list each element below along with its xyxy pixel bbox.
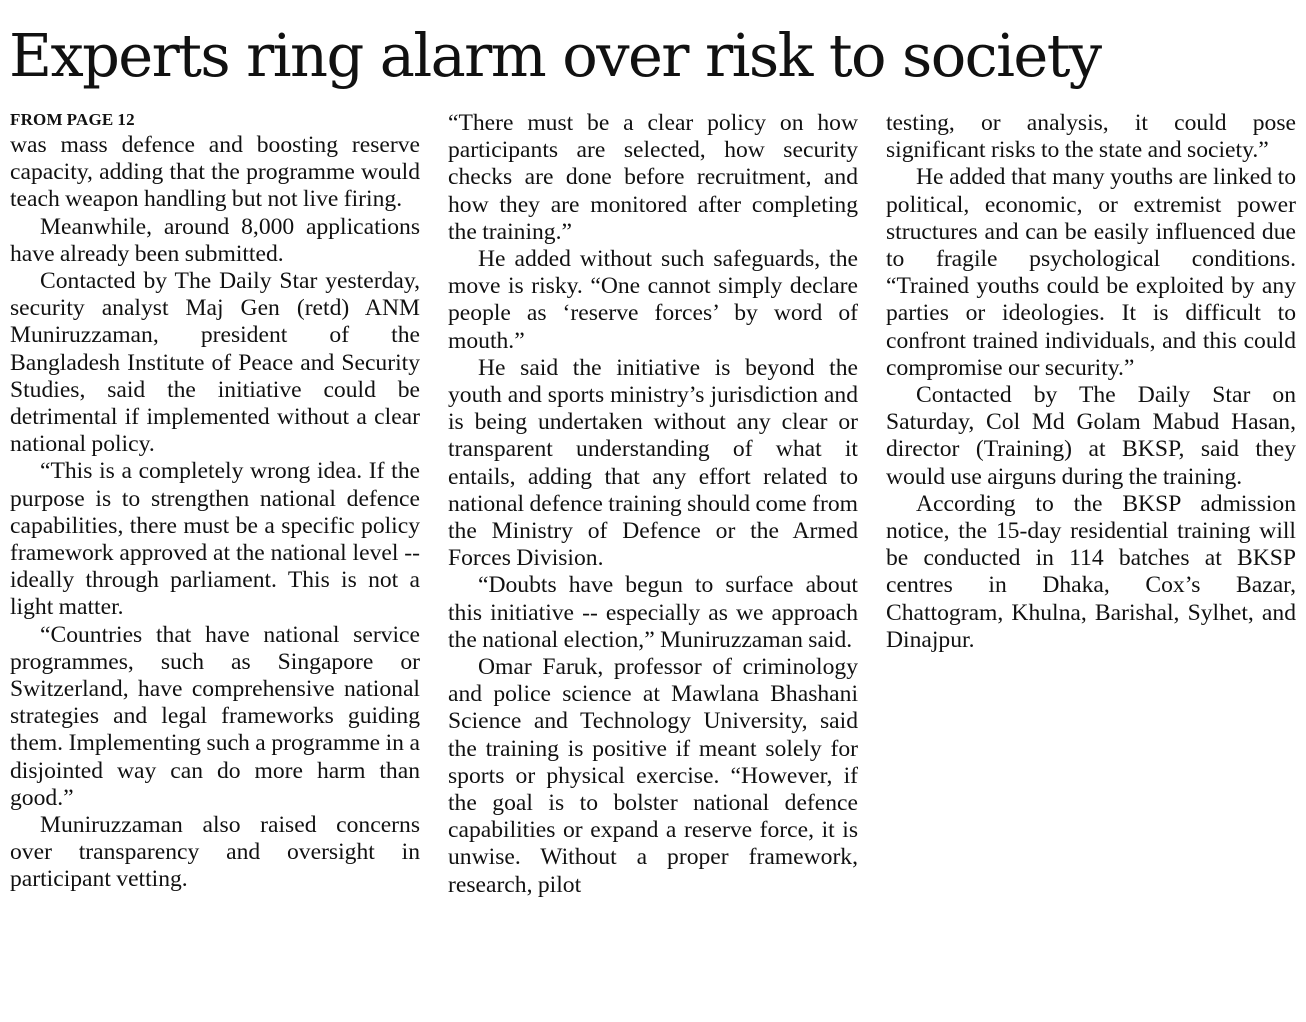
paragraph: testing, or analysis, it could pose significant risks to the state and society.”: [886, 110, 1296, 164]
paragraph: Contacted by The Daily Star yesterday, security analyst Maj Gen (retd) ANM Muniruzzaman, president of the Bangladesh Institute of Peace and Security Studies, said the initiative could be detrimental if implemented without a clear national policy.: [10, 268, 420, 458]
paragraph: “Countries that have national service programmes, such as Singapore or Switzerland, have comprehensive national strategies and legal frameworks guiding them. Implementing such a programme in a disjointed way can do more harm than good.”: [10, 621, 420, 811]
paragraph: Meanwhile, around 8,000 applications have already been submitted.: [10, 213, 420, 267]
paragraph: “This is a completely wrong idea. If the purpose is to strengthen national defence capabilities, there must be a specific policy framework approved at the national level -- ideally through parliament. This is not a light matter.: [10, 458, 420, 621]
headline: Experts ring alarm over risk to society: [9, 21, 1101, 90]
article-column-1: [10, 108, 420, 894]
paragraph: He added without such safeguards, the move is risky. “One cannot simply declare people as ‘reserve forces’ by word of mouth.”: [448, 246, 858, 354]
jump-kicker: FROM PAGE 12: [10, 110, 135, 129]
paragraph: “Doubts have begun to surface about this initiative -- especially as we approach the national election,” Muniruzzaman said.: [448, 572, 858, 653]
paragraph: He added that many youths are linked to political, economic, or extremist power structures and can be easily influenced due to fragile psychological conditions. “Trained youths could be exploited by any parties or ideologies. It is difficult to confront trained individuals, and this could compromise our security.”: [886, 164, 1296, 381]
article-column-3: [886, 110, 1296, 654]
paragraph: Contacted by The Daily Star on Saturday, Col Md Golam Mabud Hasan, director (Training) at BKSP, said they would use airguns during the training.: [886, 382, 1296, 490]
paragraph: “There must be a clear policy on how participants are selected, how security checks are done before recruitment, and how they are monitored after completing the training.”: [448, 110, 858, 245]
paragraph: was mass defence and boosting reserve capacity, adding that the programme would teach weapon handling but not live firing.: [10, 132, 420, 213]
paragraph: Omar Faruk, professor of criminology and police science at Mawlana Bhashani Science and Technology University, said the training is positive if meant solely for sports or physical exercise. “However, if the goal is to bolster national defence capabilities or expand a reserve force, it is unwise. Without a proper framework, research, pilot: [448, 654, 858, 898]
paragraph: He said the initiative is beyond the youth and sports ministry’s jurisdiction and is being undertaken without any clear or transparent understanding of what it entails, adding that any effort related to national defence training should come from the Ministry of Defence or the Armed Forces Division.: [448, 354, 858, 572]
paragraph: According to the BKSP admission notice, the 15-day residential training will be conducted in 114 batches at BKSP centres in Dhaka, Cox’s Bazar, Chattogram, Khulna, Barishal, Sylhet, and Dinajpur.: [886, 490, 1296, 653]
paragraph: Muniruzzaman also raised concerns over transparency and oversight in participant vetting.: [10, 812, 420, 893]
article-column-2: [448, 110, 858, 899]
